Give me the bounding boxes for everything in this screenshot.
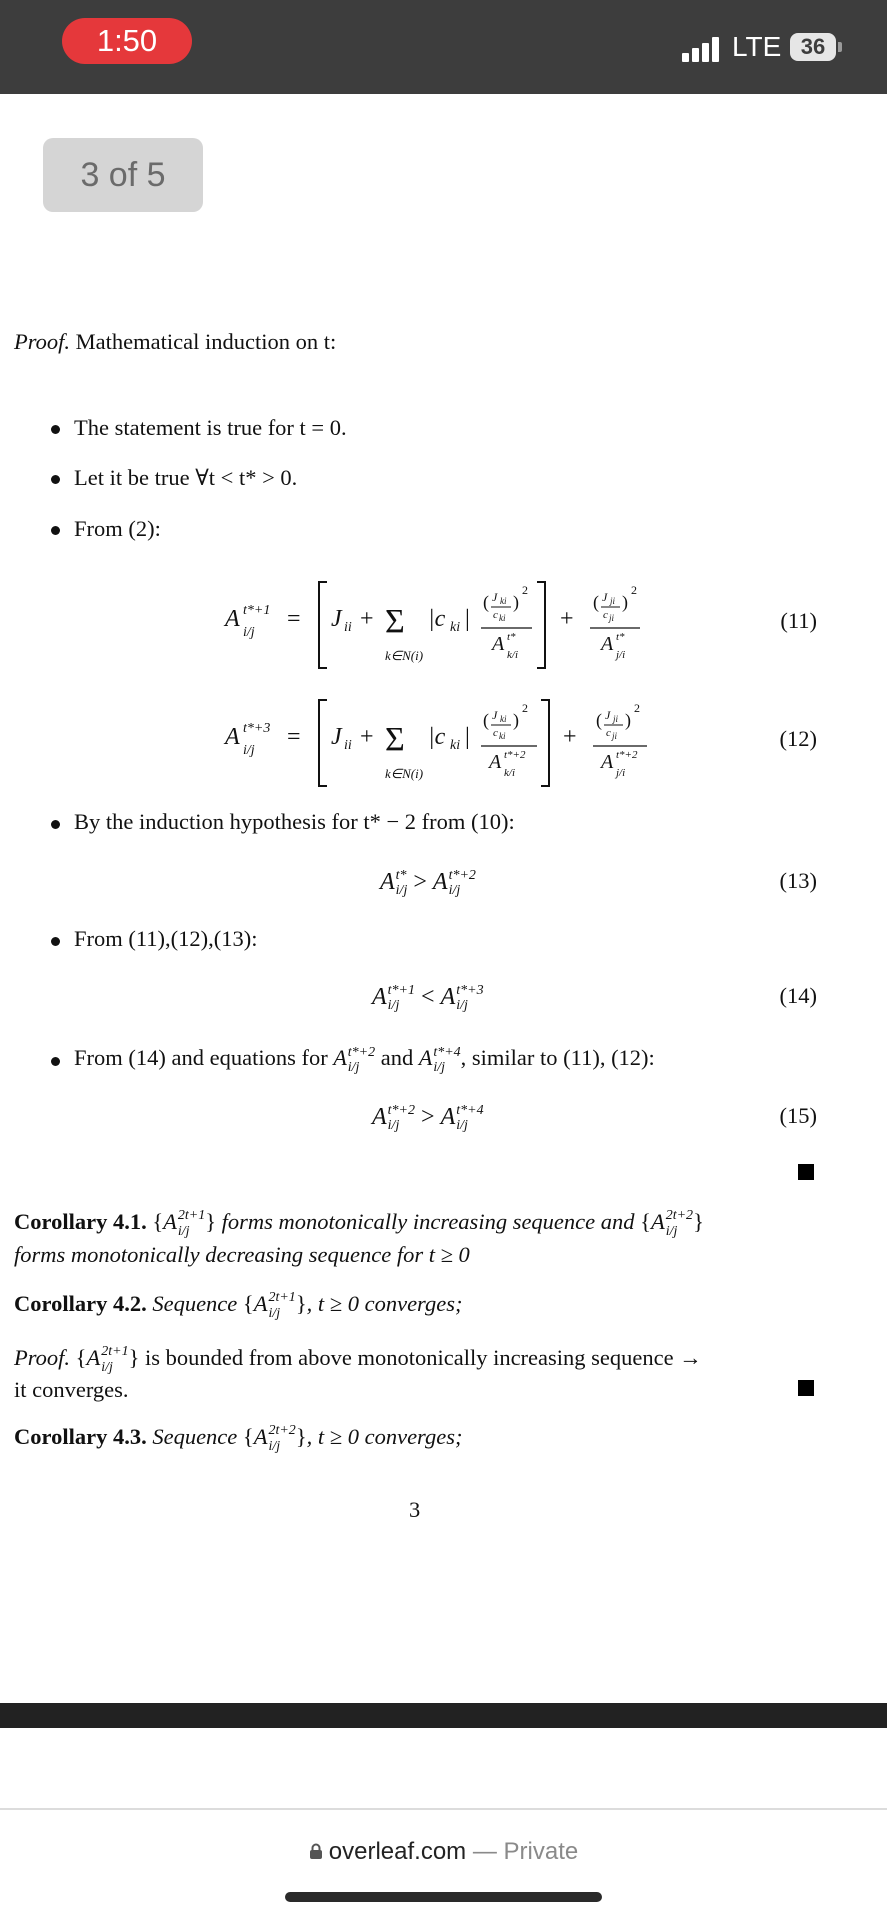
svg-text:k∈N(i): k∈N(i) <box>385 766 424 781</box>
equation-14: A t*+1 i/j < A t*+3 i/j <box>372 983 484 1014</box>
svg-text:i/j: i/j <box>243 625 255 640</box>
proof-line-2: it converges. <box>14 1377 129 1402</box>
svg-text:ki: ki <box>450 620 461 635</box>
svg-text:+: + <box>360 724 374 750</box>
svg-text:ii: ii <box>344 620 352 635</box>
bullet-text: By the induction hypothesis for t* − 2 from (10): <box>74 809 515 834</box>
equation-number: (13) <box>779 868 817 893</box>
svg-text:k/i: k/i <box>507 649 518 661</box>
svg-text:A: A <box>601 751 614 773</box>
svg-text:A: A <box>225 724 240 750</box>
bullet-dot <box>51 425 60 434</box>
equation-11 <box>215 570 675 670</box>
svg-text:): ) <box>513 592 519 612</box>
svg-text:2: 2 <box>522 701 528 715</box>
home-indicator[interactable] <box>285 1892 602 1902</box>
svg-text:|: | <box>465 724 470 750</box>
svg-text:ki: ki <box>500 714 507 724</box>
lock-icon <box>309 1843 323 1860</box>
svg-text:ji: ji <box>610 596 616 606</box>
proof-text: Mathematical induction on t: <box>75 329 337 354</box>
svg-text:ii: ii <box>344 738 352 753</box>
svg-text:): ) <box>622 592 628 612</box>
svg-text:A: A <box>601 633 614 655</box>
bullet-dot <box>51 937 60 946</box>
page-indicator: 3 of 5 <box>43 138 203 212</box>
signal-icon <box>682 36 726 62</box>
status-bar <box>0 0 887 94</box>
svg-text:J: J <box>602 590 608 604</box>
bullet-text: The statement is true for t = 0. <box>74 415 347 440</box>
equation-15: A t*+2 i/j > A t*+4 i/j <box>372 1103 484 1134</box>
svg-text:t*+2: t*+2 <box>616 749 638 761</box>
bullet-text: From (2): <box>74 516 161 541</box>
svg-text:=: = <box>287 724 301 750</box>
svg-text:ji: ji <box>612 731 618 741</box>
qed-symbol <box>798 1380 814 1396</box>
svg-text:J: J <box>492 590 498 604</box>
svg-text:A: A <box>489 751 502 773</box>
network-label: LTE <box>732 31 782 62</box>
svg-text:J: J <box>331 606 342 632</box>
battery-tip <box>838 42 842 52</box>
divider <box>0 1808 887 1810</box>
proof-label: Proof. <box>14 329 71 354</box>
svg-text:+: + <box>360 606 374 632</box>
svg-text:2: 2 <box>522 583 528 597</box>
equation-number: (12) <box>779 726 817 751</box>
svg-text:2: 2 <box>631 583 637 597</box>
privacy-label: — Private <box>472 1838 579 1865</box>
svg-text:+: + <box>560 606 574 632</box>
svg-text:): ) <box>513 710 519 730</box>
svg-text:ki: ki <box>499 613 506 623</box>
equation-number: (15) <box>779 1103 817 1128</box>
url-text: overleaf.com <box>328 1838 467 1865</box>
document-footer-bar <box>0 1703 887 1728</box>
svg-text:ji: ji <box>609 613 615 623</box>
svg-text:ki: ki <box>500 596 507 606</box>
equation-number: (14) <box>779 983 817 1008</box>
svg-text:ji: ji <box>613 714 619 724</box>
svg-text:J: J <box>492 708 498 722</box>
bullet-dot <box>51 526 60 535</box>
eq11-lhs-sup: t*+1 <box>243 603 271 618</box>
svg-text:A: A <box>225 606 240 632</box>
proof-line: Proof. {A 2t+1 i/j } is bounded from above monotonically increasing sequence → <box>14 1344 702 1375</box>
bullet-dot <box>51 475 60 484</box>
svg-text:Σ: Σ <box>385 603 405 640</box>
svg-text:|c: |c <box>428 724 446 750</box>
svg-text:+: + <box>563 724 577 750</box>
svg-text:J: J <box>331 724 342 750</box>
equation-12 <box>215 688 675 788</box>
page-number: 3 <box>409 1497 421 1522</box>
svg-text:k∈N(i): k∈N(i) <box>385 648 424 663</box>
corollary-4-1: Corollary 4.1. {A 2t+1 i/j } forms monotonically increasing sequence and {A 2t+2 i/j } <box>14 1208 704 1239</box>
svg-text:t*: t* <box>616 631 625 643</box>
bullet-text: Let it be true ∀t < t* > 0. <box>74 465 298 490</box>
svg-text:ki: ki <box>499 731 506 741</box>
svg-text:t*+3: t*+3 <box>243 721 271 736</box>
qed-symbol <box>798 1164 814 1180</box>
svg-text:ki: ki <box>450 738 461 753</box>
svg-text:): ) <box>625 710 631 730</box>
svg-text:i/j: i/j <box>243 743 255 758</box>
bullet-dot <box>51 1057 60 1066</box>
svg-text:=: = <box>287 606 301 632</box>
svg-text:|: | <box>465 606 470 632</box>
svg-text:A: A <box>492 633 505 655</box>
svg-text:(: ( <box>593 592 599 612</box>
svg-text:Σ: Σ <box>385 721 405 758</box>
bullet-dot <box>51 820 60 829</box>
bullet-text: From (14) and equations for A t*+2 i/j and A t*+4 i/j , similar to (11), (12): <box>74 1044 655 1075</box>
corollary-4-2: Corollary 4.2. Sequence {A 2t+1 i/j }, t ≥ 0 converges; <box>14 1290 463 1321</box>
svg-text:|c: |c <box>428 606 446 632</box>
status-time[interactable]: 1:50 <box>62 18 192 64</box>
svg-text:(: ( <box>596 710 602 730</box>
equation-number: (11) <box>780 608 817 633</box>
svg-text:(: ( <box>483 710 489 730</box>
proof-line <box>14 328 336 355</box>
svg-text:c: c <box>603 609 608 621</box>
address-bar[interactable] <box>0 1838 887 1866</box>
svg-text:(: ( <box>483 592 489 612</box>
svg-text:J: J <box>605 708 611 722</box>
battery-icon: 36 <box>790 33 836 61</box>
svg-text:c: c <box>493 609 498 621</box>
svg-text:j/i: j/i <box>616 649 626 661</box>
svg-text:c: c <box>493 727 498 739</box>
svg-text:t*: t* <box>507 631 516 643</box>
svg-text:t*+2: t*+2 <box>504 749 526 761</box>
svg-text:k/i: k/i <box>504 767 515 779</box>
equation-13: A t* i/j > A t*+2 i/j <box>380 868 476 899</box>
svg-text:2: 2 <box>634 701 640 715</box>
bullet-text: From (11),(12),(13): <box>74 926 258 951</box>
svg-text:c: c <box>606 727 611 739</box>
corollary-4-1-line2: forms monotonically decreasing sequence for t ≥ 0 <box>14 1242 470 1267</box>
svg-text:j/i: j/i <box>616 767 626 779</box>
corollary-4-3: Corollary 4.3. Sequence {A 2t+2 i/j }, t ≥ 0 converges; <box>14 1423 463 1454</box>
